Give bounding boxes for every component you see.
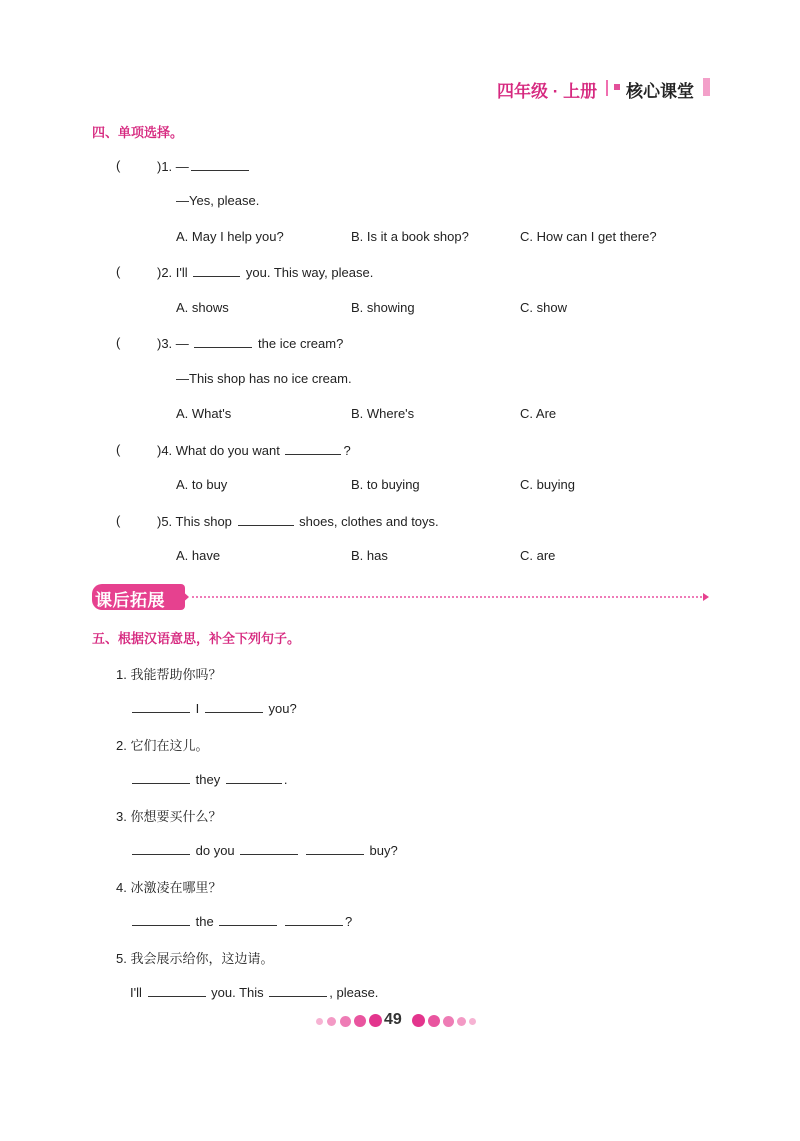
q4-option-b[interactable]: B. to buying — [351, 477, 420, 492]
q4-option-c[interactable]: C. buying — [520, 477, 575, 492]
page-footer — [316, 1010, 486, 1032]
dot-icon — [457, 1017, 466, 1026]
q4-blank[interactable] — [285, 442, 341, 455]
q1-option-c[interactable]: C. How can I get there? — [520, 229, 657, 244]
header-end-bar — [703, 78, 710, 96]
dot-icon — [327, 1017, 336, 1026]
dotted-divider — [192, 596, 702, 598]
s1-chinese: 1. 我能帮助你吗？ — [116, 667, 222, 682]
banner-text: 课后拓展 — [95, 591, 165, 610]
page-number: 49 — [384, 1011, 402, 1028]
q4-option-a[interactable]: A. to buy — [176, 477, 228, 492]
q3-option-b[interactable]: B. Where's — [351, 406, 415, 421]
header-divider — [606, 80, 608, 96]
q5-blank[interactable] — [238, 513, 294, 526]
dot-icon — [428, 1015, 440, 1027]
dot-icon — [354, 1015, 366, 1027]
q3-option-a[interactable]: A. What's — [176, 406, 232, 421]
q3-stem: )3. — the ice cream? — [157, 336, 344, 351]
banner-arrow-icon — [180, 589, 189, 605]
answer-paren-1[interactable]: ( — [116, 158, 121, 173]
q5-option-c[interactable]: C. are — [520, 548, 556, 563]
section5-title: 五、根据汉语意思，补全下列句子。 — [92, 631, 301, 646]
q5-option-b[interactable]: B. has — [351, 548, 388, 563]
s2-blank-2[interactable] — [226, 771, 282, 784]
q1-blank[interactable] — [191, 158, 249, 171]
q3-option-c[interactable]: C. Are — [520, 406, 557, 421]
s1-blank-1[interactable] — [132, 700, 190, 713]
s2-answer-line: they . — [130, 771, 287, 787]
divider-arrow-icon — [703, 593, 709, 601]
q4-stem: )4. What do you want ? — [157, 443, 351, 458]
s1-answer-line: I you? — [130, 700, 297, 716]
dot-icon — [369, 1014, 382, 1027]
header-title: 核心课堂 — [626, 82, 694, 101]
s3-answer-line: do you buy? — [130, 842, 398, 858]
s3-chinese: 3. 你想要买什么？ — [116, 809, 222, 824]
header-square-icon — [614, 84, 620, 90]
s4-answer-line: the ? — [130, 913, 352, 929]
q5-stem: )5. This shop shoes, clothes and toys. — [157, 514, 439, 529]
q1-option-a[interactable]: A. May I help you? — [176, 229, 284, 244]
s3-blank-3[interactable] — [306, 842, 364, 855]
s4-chinese: 4. 冰激凌在哪里？ — [116, 880, 222, 895]
s4-blank-1[interactable] — [132, 913, 190, 926]
q5-option-a[interactable]: A. have — [176, 548, 221, 563]
dot-icon — [412, 1014, 425, 1027]
s3-blank-1[interactable] — [132, 842, 190, 855]
q2-option-a[interactable]: A. shows — [176, 300, 229, 315]
s2-blank-1[interactable] — [132, 771, 190, 784]
section4-title: 四、单项选择。 — [92, 125, 184, 140]
q2-option-b[interactable]: B. showing — [351, 300, 415, 315]
answer-paren-2[interactable]: ( — [116, 264, 121, 279]
answer-paren-5[interactable]: ( — [116, 513, 121, 528]
q2-stem: )2. I'll you. This way, please. — [157, 265, 374, 280]
q2-blank[interactable] — [193, 264, 240, 277]
dot-icon — [469, 1018, 476, 1025]
header-grade: 四年级 · 上册 — [497, 82, 598, 101]
dot-icon — [443, 1016, 454, 1027]
s4-blank-2[interactable] — [219, 913, 277, 926]
s2-chinese: 2. 它们在这儿。 — [116, 738, 209, 753]
s5-blank-1[interactable] — [148, 984, 206, 997]
s4-blank-3[interactable] — [285, 913, 343, 926]
answer-paren-3[interactable]: ( — [116, 335, 121, 350]
s5-blank-2[interactable] — [269, 984, 327, 997]
q3-blank[interactable] — [194, 335, 252, 348]
q2-option-c[interactable]: C. show — [520, 300, 567, 315]
s3-blank-2[interactable] — [240, 842, 298, 855]
dot-icon — [316, 1018, 323, 1025]
answer-paren-4[interactable]: ( — [116, 442, 121, 457]
s5-chinese: 5. 我会展示给你，这边请。 — [116, 951, 274, 966]
q1-option-b[interactable]: B. Is it a book shop? — [351, 229, 469, 244]
q1-reply: —Yes, please. — [176, 193, 260, 208]
q1-stem: )1. — — [157, 158, 251, 174]
s1-blank-2[interactable] — [205, 700, 263, 713]
q3-reply: —This shop has no ice cream. — [176, 371, 352, 386]
s5-answer-line: I'll you. This , please. — [130, 985, 379, 1000]
dot-icon — [340, 1016, 351, 1027]
